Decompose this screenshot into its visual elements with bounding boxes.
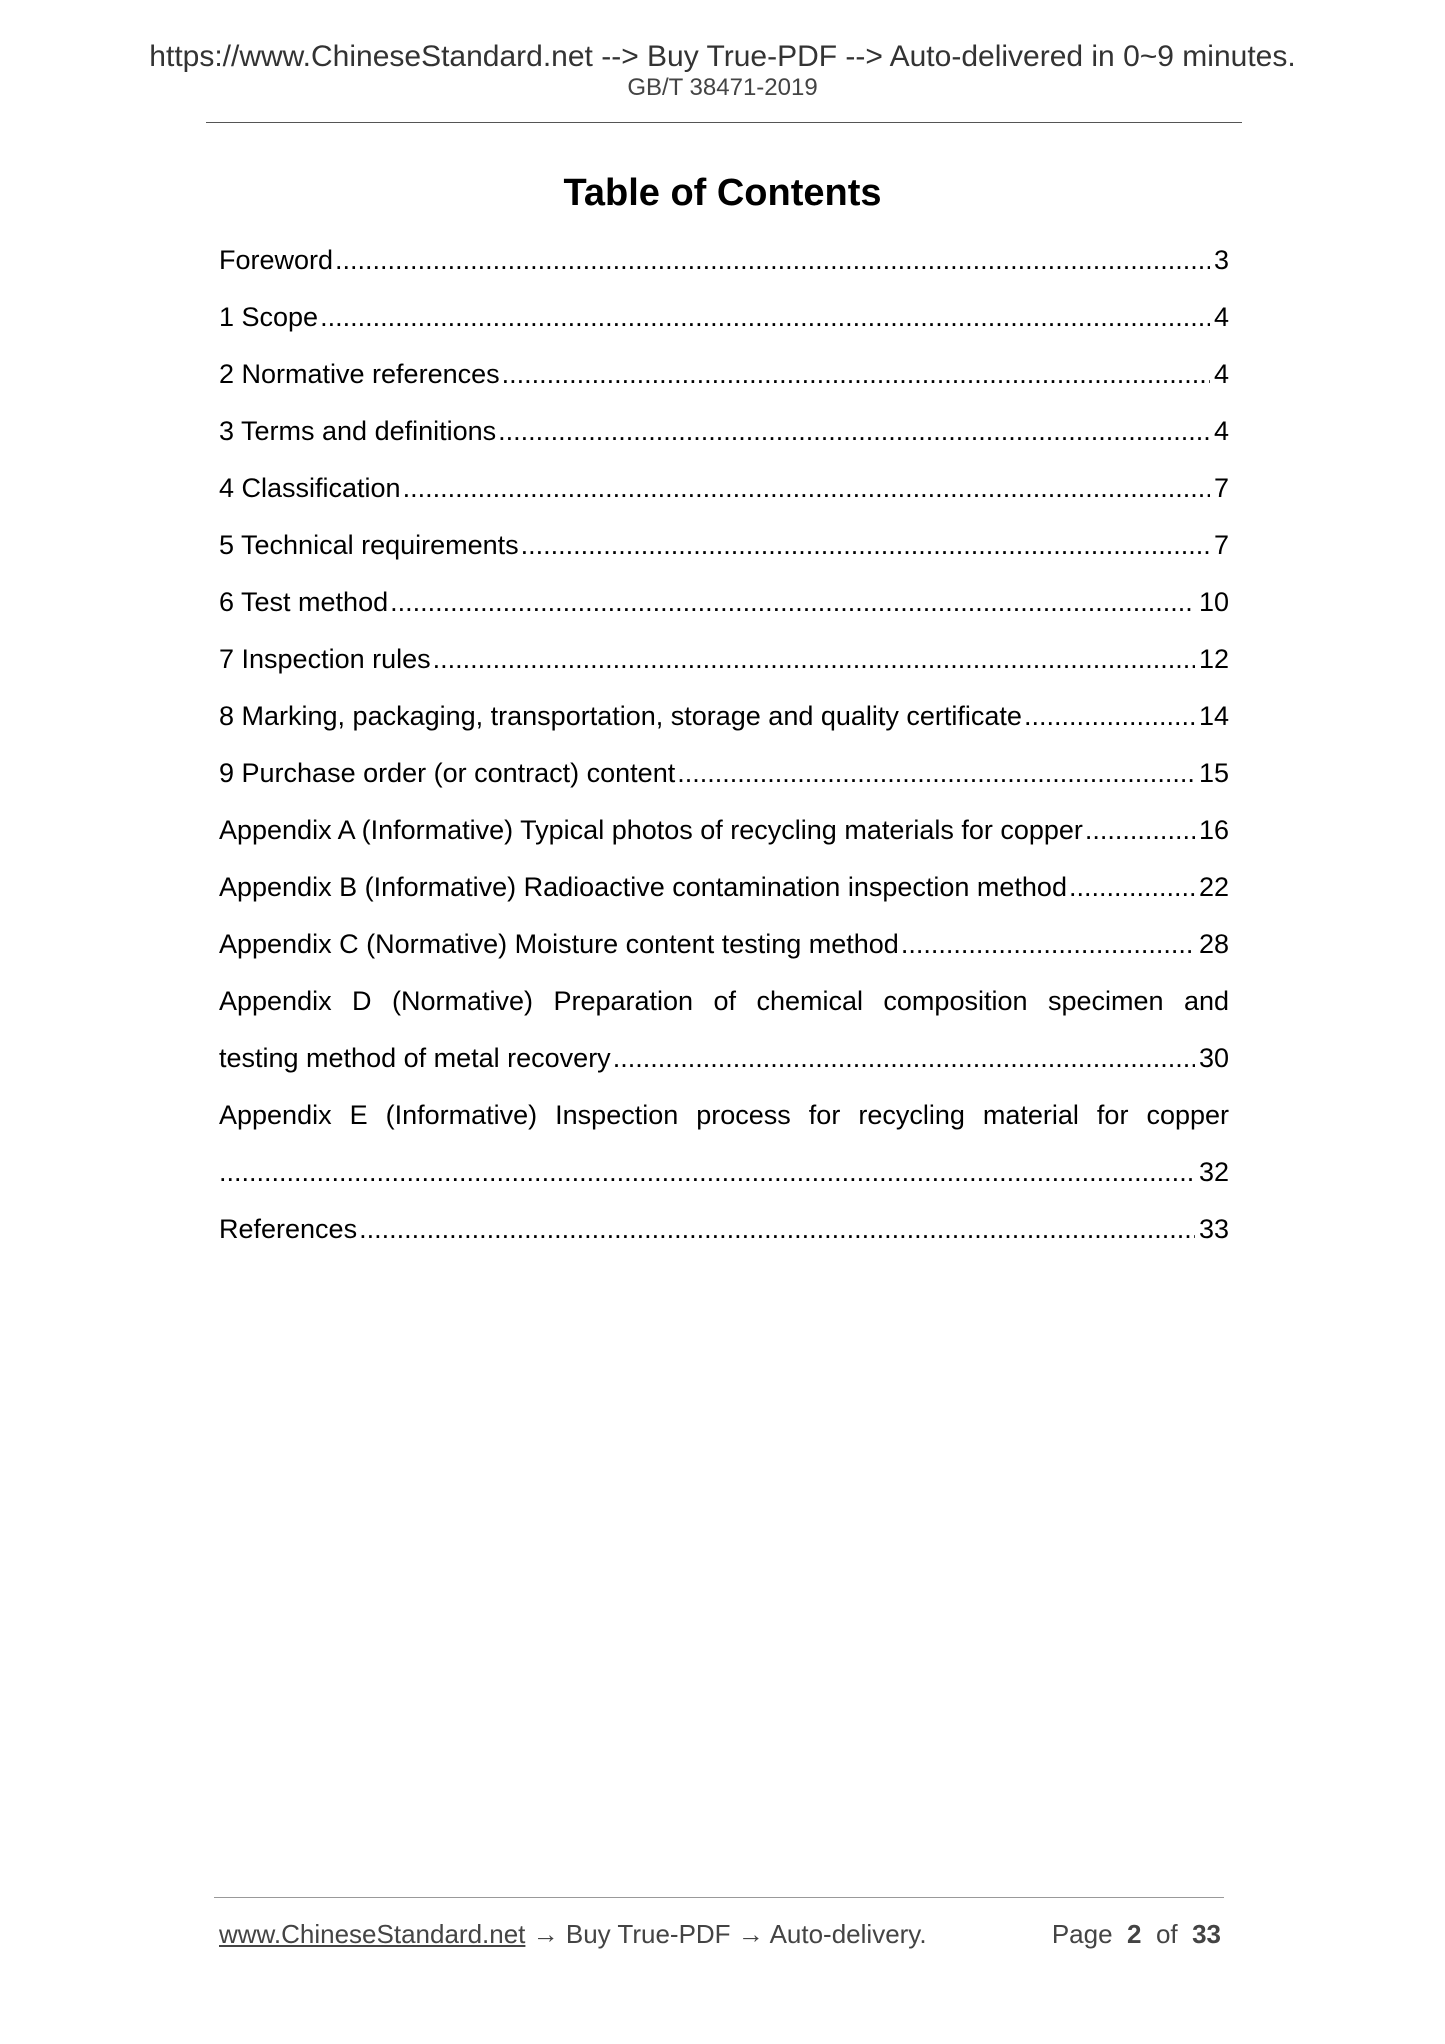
toc-leader-dots	[498, 409, 1210, 453]
toc-entry-classification[interactable]	[219, 466, 1229, 523]
toc-entry-label: 1 Scope	[219, 302, 319, 332]
toc-entry-page: 12	[1198, 644, 1229, 674]
toc-entry-terms-and-definitions[interactable]	[219, 409, 1229, 466]
header-banner: https://www.ChineseStandard.net --> Buy True-PDF --> Auto-delivered in 0~9 minutes.	[149, 40, 1296, 73]
toc-title: Table of Contents	[563, 172, 882, 214]
of-word: of	[1155, 1919, 1178, 1949]
toc-leader-dots	[613, 1036, 1195, 1080]
toc-entry-appendix-d-line1[interactable]	[219, 979, 1229, 1036]
toc-entry-label: Appendix A (Informative) Typical photos of recycling materials for copper	[219, 815, 1083, 845]
page-total: 33	[1192, 1919, 1221, 1949]
toc-leader-dots	[335, 238, 1210, 282]
toc-entry-marking-packaging[interactable]	[219, 694, 1229, 751]
toc-entry-label: References	[219, 1214, 358, 1244]
toc-leader-dots	[901, 922, 1195, 966]
toc-entry-page: 16	[1198, 815, 1229, 845]
toc-entry-page: 10	[1198, 587, 1229, 617]
toc-leader-dots	[521, 523, 1210, 567]
toc-entry-page: 4	[1213, 359, 1229, 389]
toc-leader-dots	[359, 1207, 1195, 1251]
toc-entry-page: 7	[1213, 473, 1229, 503]
page-current: 2	[1127, 1919, 1142, 1949]
header-divider	[206, 122, 1242, 123]
toc-entry-label: 5 Technical requirements	[219, 530, 519, 560]
toc-entry-test-method[interactable]	[219, 580, 1229, 637]
toc-leader-dots	[677, 751, 1195, 795]
page-number	[1052, 1917, 1221, 1951]
toc-entry-page: 15	[1198, 758, 1229, 788]
toc-entry-page: 14	[1198, 701, 1229, 731]
toc-leader-dots	[1085, 808, 1195, 852]
toc-leader-dots	[433, 637, 1195, 681]
toc-leader-dots	[320, 295, 1210, 339]
toc-entry-appendix-e-line2[interactable]	[219, 1150, 1229, 1207]
toc-entry-page: 28	[1198, 929, 1229, 959]
toc-entry-label: 2 Normative references	[219, 359, 500, 389]
toc-entry-page: 22	[1198, 872, 1229, 902]
toc-entry-page: 3	[1213, 245, 1229, 275]
toc-leader-dots	[219, 1150, 1195, 1194]
toc-entry-normative-references[interactable]	[219, 352, 1229, 409]
toc-entry-purchase-order[interactable]	[219, 751, 1229, 808]
toc-entry-references[interactable]	[219, 1207, 1229, 1264]
toc-entry-appendix-e-line1[interactable]	[219, 1093, 1229, 1150]
toc-entry-technical-requirements[interactable]	[219, 523, 1229, 580]
toc-entry-scope[interactable]	[219, 295, 1229, 352]
toc-entry-foreword[interactable]	[219, 238, 1229, 295]
toc-entry-appendix-d-line2[interactable]	[219, 1036, 1229, 1093]
toc-leader-dots	[390, 580, 1195, 624]
toc-entry-appendix-c[interactable]	[219, 922, 1229, 979]
toc-entry-page: 33	[1198, 1214, 1229, 1244]
toc-entry-page: 30	[1198, 1043, 1229, 1073]
toc-leader-dots	[1024, 694, 1195, 738]
toc-leader-dots	[1069, 865, 1195, 909]
toc-entry-label: Appendix E (Informative) Inspection process for recycling material for copper	[219, 1100, 1229, 1130]
toc-entry-label: 9 Purchase order (or contract) content	[219, 758, 676, 788]
page-word: Page	[1051, 1919, 1113, 1949]
footer-promo	[219, 1917, 927, 1951]
toc-entry-label: 8 Marking, packaging, transportation, storage and quality certificate	[219, 701, 1022, 731]
table-of-contents	[219, 238, 1229, 1264]
toc-entry-label: 6 Test method	[219, 587, 389, 617]
toc-entry-label: Appendix B (Informative) Radioactive contamination inspection method	[219, 872, 1067, 902]
toc-entry-label: Appendix D (Normative) Preparation of chemical composition specimen and	[219, 986, 1229, 1016]
toc-entry-inspection-rules[interactable]	[219, 637, 1229, 694]
standard-code: GB/T 38471-2019	[627, 74, 818, 101]
footer-website-link[interactable]: www.ChineseStandard.net	[219, 1919, 526, 1949]
toc-entry-label: 4 Classification	[219, 473, 401, 503]
footer-promo-text: → Buy True-PDF → Auto-delivery.	[525, 1919, 927, 1949]
toc-entry-appendix-a[interactable]	[219, 808, 1229, 865]
toc-entry-label: testing method of metal recovery	[219, 1043, 611, 1073]
toc-entry-label: Foreword	[219, 245, 334, 275]
footer-divider	[214, 1897, 1224, 1898]
toc-leader-dots	[502, 352, 1210, 396]
toc-entry-label: 3 Terms and definitions	[219, 416, 497, 446]
toc-entry-page: 4	[1213, 416, 1229, 446]
toc-leader-dots	[403, 466, 1210, 510]
toc-entry-appendix-b[interactable]	[219, 865, 1229, 922]
toc-entry-page: 4	[1213, 302, 1229, 332]
toc-entry-label: Appendix C (Normative) Moisture content testing method	[219, 929, 899, 959]
toc-entry-label: 7 Inspection rules	[219, 644, 431, 674]
toc-entry-page: 7	[1213, 530, 1229, 560]
toc-entry-page: 32	[1198, 1157, 1229, 1187]
